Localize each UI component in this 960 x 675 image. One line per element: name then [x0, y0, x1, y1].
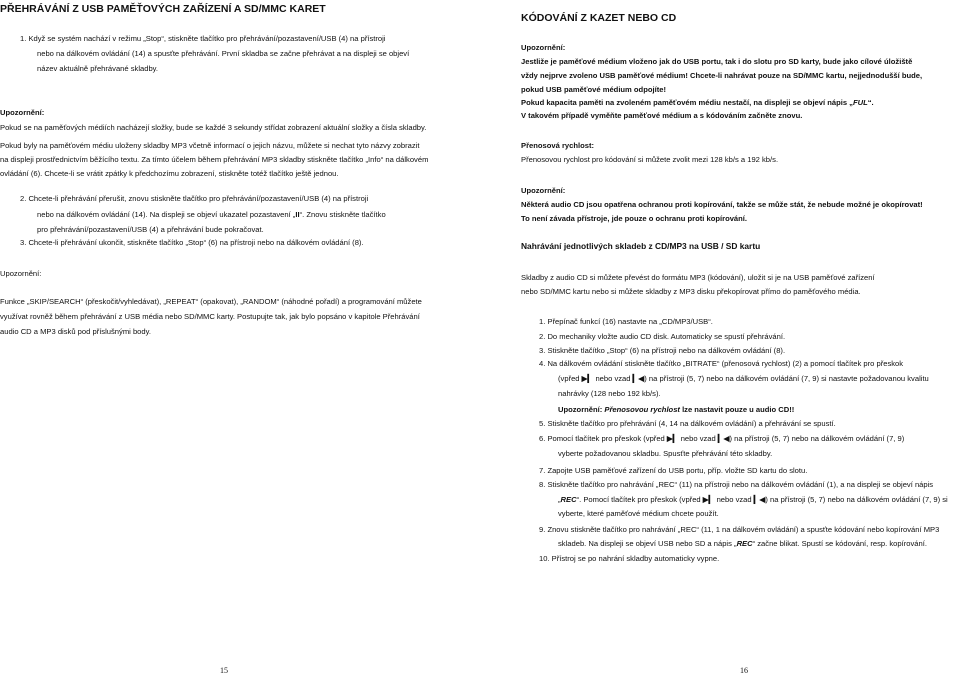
item2-line3: pro přehrávání/pozastavení/USB (4) a přehrávání bude pokračovat.: [37, 225, 264, 234]
note2-para-line3: audio CD a MP3 disků pod příslušnými body.: [0, 327, 151, 336]
speed-heading: Přenosová rychlost:: [521, 141, 595, 150]
r-note1-heading: Upozornění:: [521, 43, 566, 52]
r-note1-line3: pokud USB paměťové médium odpojíte!: [521, 85, 666, 94]
r-note1-line5: V takovém případě vyměňte paměťové médium a s kódováním začněte znovu.: [521, 111, 803, 120]
note1-para-line3: ovládání (6). Chcete-li se vrátit zpátky k předchozímu zobrazení, stiskněte totéž tlačítko ještě jednou.: [0, 169, 339, 178]
r-note2-heading: Upozornění:: [521, 186, 566, 195]
note1-heading: Upozornění:: [0, 108, 45, 117]
step8-line3: vyberte, které paměťové médium chcete použít.: [558, 509, 719, 518]
step2: 2. Do mechaniky vložte audio CD disk. Automaticky se spustí přehrávání.: [539, 332, 786, 341]
page-number-right: 16: [740, 666, 748, 675]
r-note2-line1: Některá audio CD jsou opatřena ochranou proti kopírování, takže se může stát, že nebude možné je okopírovat!: [521, 200, 923, 209]
rec-label: REC: [736, 539, 753, 548]
note1-para-line1: Pokud byly na paměťovém médiu uloženy skladby MP3 včetně informací o jejich názvu, můžete si nechat tyto názvy zobrazit: [0, 141, 420, 150]
step1: 1. Přepínač funkcí (16) nastavte na „CD/MP3/USB“.: [539, 317, 713, 326]
section-heading: Nahrávání jednotlivých skladeb z CD/MP3 na USB / SD kartu: [521, 241, 761, 251]
note2-heading: Upozornění:: [0, 269, 42, 278]
item1-line1: 1. Když se systém nachází v režimu „Stop“, stiskněte tlačítko pro přehrávání/pozastavení/USB (4) na přístroji: [20, 34, 386, 43]
step6-line2: vyberte požadovanou skladbu. Spusťte přehrávání této skladby.: [558, 449, 773, 458]
note2-para-line2: využívat rovněž během přehrávání z USB média nebo SD/MMC karty. Postupujte tak, jak bylo popsáno v kapitole Přehrávání: [0, 312, 420, 321]
r-note1-line4: Pokud kapacita paměti na zvoleném paměťovém médiu nestačí, na displeji se objeví nápis „FUL“.: [521, 98, 874, 107]
item1-line2: nebo na dálkovém ovládání (14) a spusťte přehrávání. První skladba se začne přehrávat a na displeji se objeví: [37, 49, 410, 58]
skip-forward-icon: ▶▎: [702, 495, 715, 504]
step9-line2: skladeb. Na displeji se objeví USB nebo SD a nápis „REC“ začne blikat. Spustí se kódování, resp. kopírování.: [558, 539, 927, 548]
intro-line1: Skladby z audio CD si můžete převést do formátu MP3 (kódování), uložit si je na USB paměťové zařízení: [521, 273, 875, 282]
skip-back-icon: ▎◀: [632, 374, 645, 383]
skip-back-icon: ▎◀: [717, 434, 730, 443]
note2-para-line1: Funkce „SKIP/SEARCH“ (přeskočit/vyhledávat), „REPEAT“ (opakovat), „RANDOM“ (náhodné pořadí) a programování můžete: [0, 297, 422, 306]
item3-line: 3. Chcete-li přehrávání ukončit, stiskněte tlačítko „Stop“ (6) na přístroji nebo na dálkovém ovládání (8).: [20, 238, 364, 247]
note1-line: Pokud se na paměťových médiích nacházejí složky, bude se každé 3 sekundy střídat zobrazení aktuální složky a čísla skladby.: [0, 123, 427, 132]
right-page-title: KÓDOVÁNÍ Z KAZET NEBO CD: [521, 12, 677, 24]
r-note1-line2: vždy nejprve zvoleno USB paměťové médium! Chcete-li nahrávat pouze na SD/MMC kartu, nejjednodušší bude,: [521, 71, 923, 80]
pause-icon: II: [295, 210, 300, 219]
rec-label: REC: [560, 495, 577, 504]
intro-line2: nebo SD/MMC kartu nebo si můžete skladby z MP3 disku překopírovat přímo do paměťového média.: [521, 287, 861, 296]
r-note2-line2: To není závada přístroje, jde pouze o ochranu proti kopírování.: [521, 214, 748, 223]
skip-forward-icon: ▶▎: [666, 434, 679, 443]
page-number-left: 15: [220, 666, 228, 675]
ful-label: FUL: [852, 98, 868, 107]
step5: 5. Stiskněte tlačítko pro přehrávání (4, 14 na dálkovém ovládání) a přehrávání se spustí.: [539, 419, 836, 428]
item2-line1: 2. Chcete-li přehrávání přerušit, znovu stiskněte tlačítko pro přehrávání/pozastavení/USB (4) na přístroji: [20, 194, 369, 203]
step7: 7. Zapojte USB paměťové zařízení do USB portu, příp. vložte SD kartu do slotu.: [539, 466, 808, 475]
item1-line3: název aktuálně přehrávané skladby.: [37, 64, 159, 73]
step4-line1: 4. Na dálkovém ovládání stiskněte tlačítko „BITRATE“ (přenosová rychlost) (2) a pomocí tlačítek pro přeskok: [539, 359, 904, 368]
step8-line1: 8. Stiskněte tlačítko pro nahrávání „REC“ (11) na přístroji nebo na dálkovém ovládání (1), a na displeji se objeví nápis: [539, 480, 934, 489]
step3: 3. Stiskněte tlačítko „Stop“ (6) na přístroji nebo na dálkovém ovládání (8).: [539, 346, 786, 355]
step6-line1: 6. Pomocí tlačítek pro přeskok (vpřed ▶▎ nebo vzad ▎◀) na přístroji (5, 7) nebo na dálkovém ovládání (7, 9): [539, 434, 905, 443]
step9-line1: 9. Znovu stiskněte tlačítko pro nahrávání „REC“ (11, 1 na dálkovém ovládání) a spusťte kódování nebo kopírování MP3: [539, 525, 940, 534]
step4-line2: (vpřed ▶▎ nebo vzad ▎◀) na přístroji (5, 7) nebo na dálkovém ovládání (7, 9) si nastavte požadovanou kvalitu: [558, 374, 929, 383]
skip-forward-icon: ▶▎: [581, 374, 594, 383]
step8-line2: „REC“. Pomocí tlačítek pro přeskok (vpřed ▶▎ nebo vzad ▎◀) na přístroji (5, 7) nebo na dálkovém ovládání (7, 9) si: [558, 495, 948, 504]
note1-para-line2: na displeji prostřednictvím běžícího textu. Za tímto účelem během přehrávání MP3 skladby stiskněte tlačítko „Info“ na dálkovém: [0, 155, 429, 164]
speed-text: Přenosovou rychlost pro kódování si můžete zvolit mezi 128 kb/s a 192 kb/s.: [521, 155, 779, 164]
r-note1-line1: Jestliže je paměťové médium vloženo jak do USB portu, tak i do slotu pro SD karty, bude jako cílové úložiště: [521, 57, 913, 66]
bitrate-warning: Upozornění: Přenosovou rychlost lze nastavit pouze u audio CD!!: [558, 405, 795, 414]
step10: 10. Přístroj se po nahrání skladby automaticky vypne.: [539, 554, 720, 563]
step4-line3: nahrávky (128 nebo 192 kb/s).: [558, 389, 661, 398]
skip-back-icon: ▎◀: [753, 495, 766, 504]
item2-line2: nebo na dálkovém ovládání (14). Na displeji se objeví ukazatel pozastavení „II“. Znovu stiskněte tlačítko: [37, 210, 386, 219]
left-page-title: PŘEHRÁVÁNÍ Z USB PAMĚŤOVÝCH ZAŘÍZENÍ A SD/MMC KARET: [0, 3, 326, 15]
